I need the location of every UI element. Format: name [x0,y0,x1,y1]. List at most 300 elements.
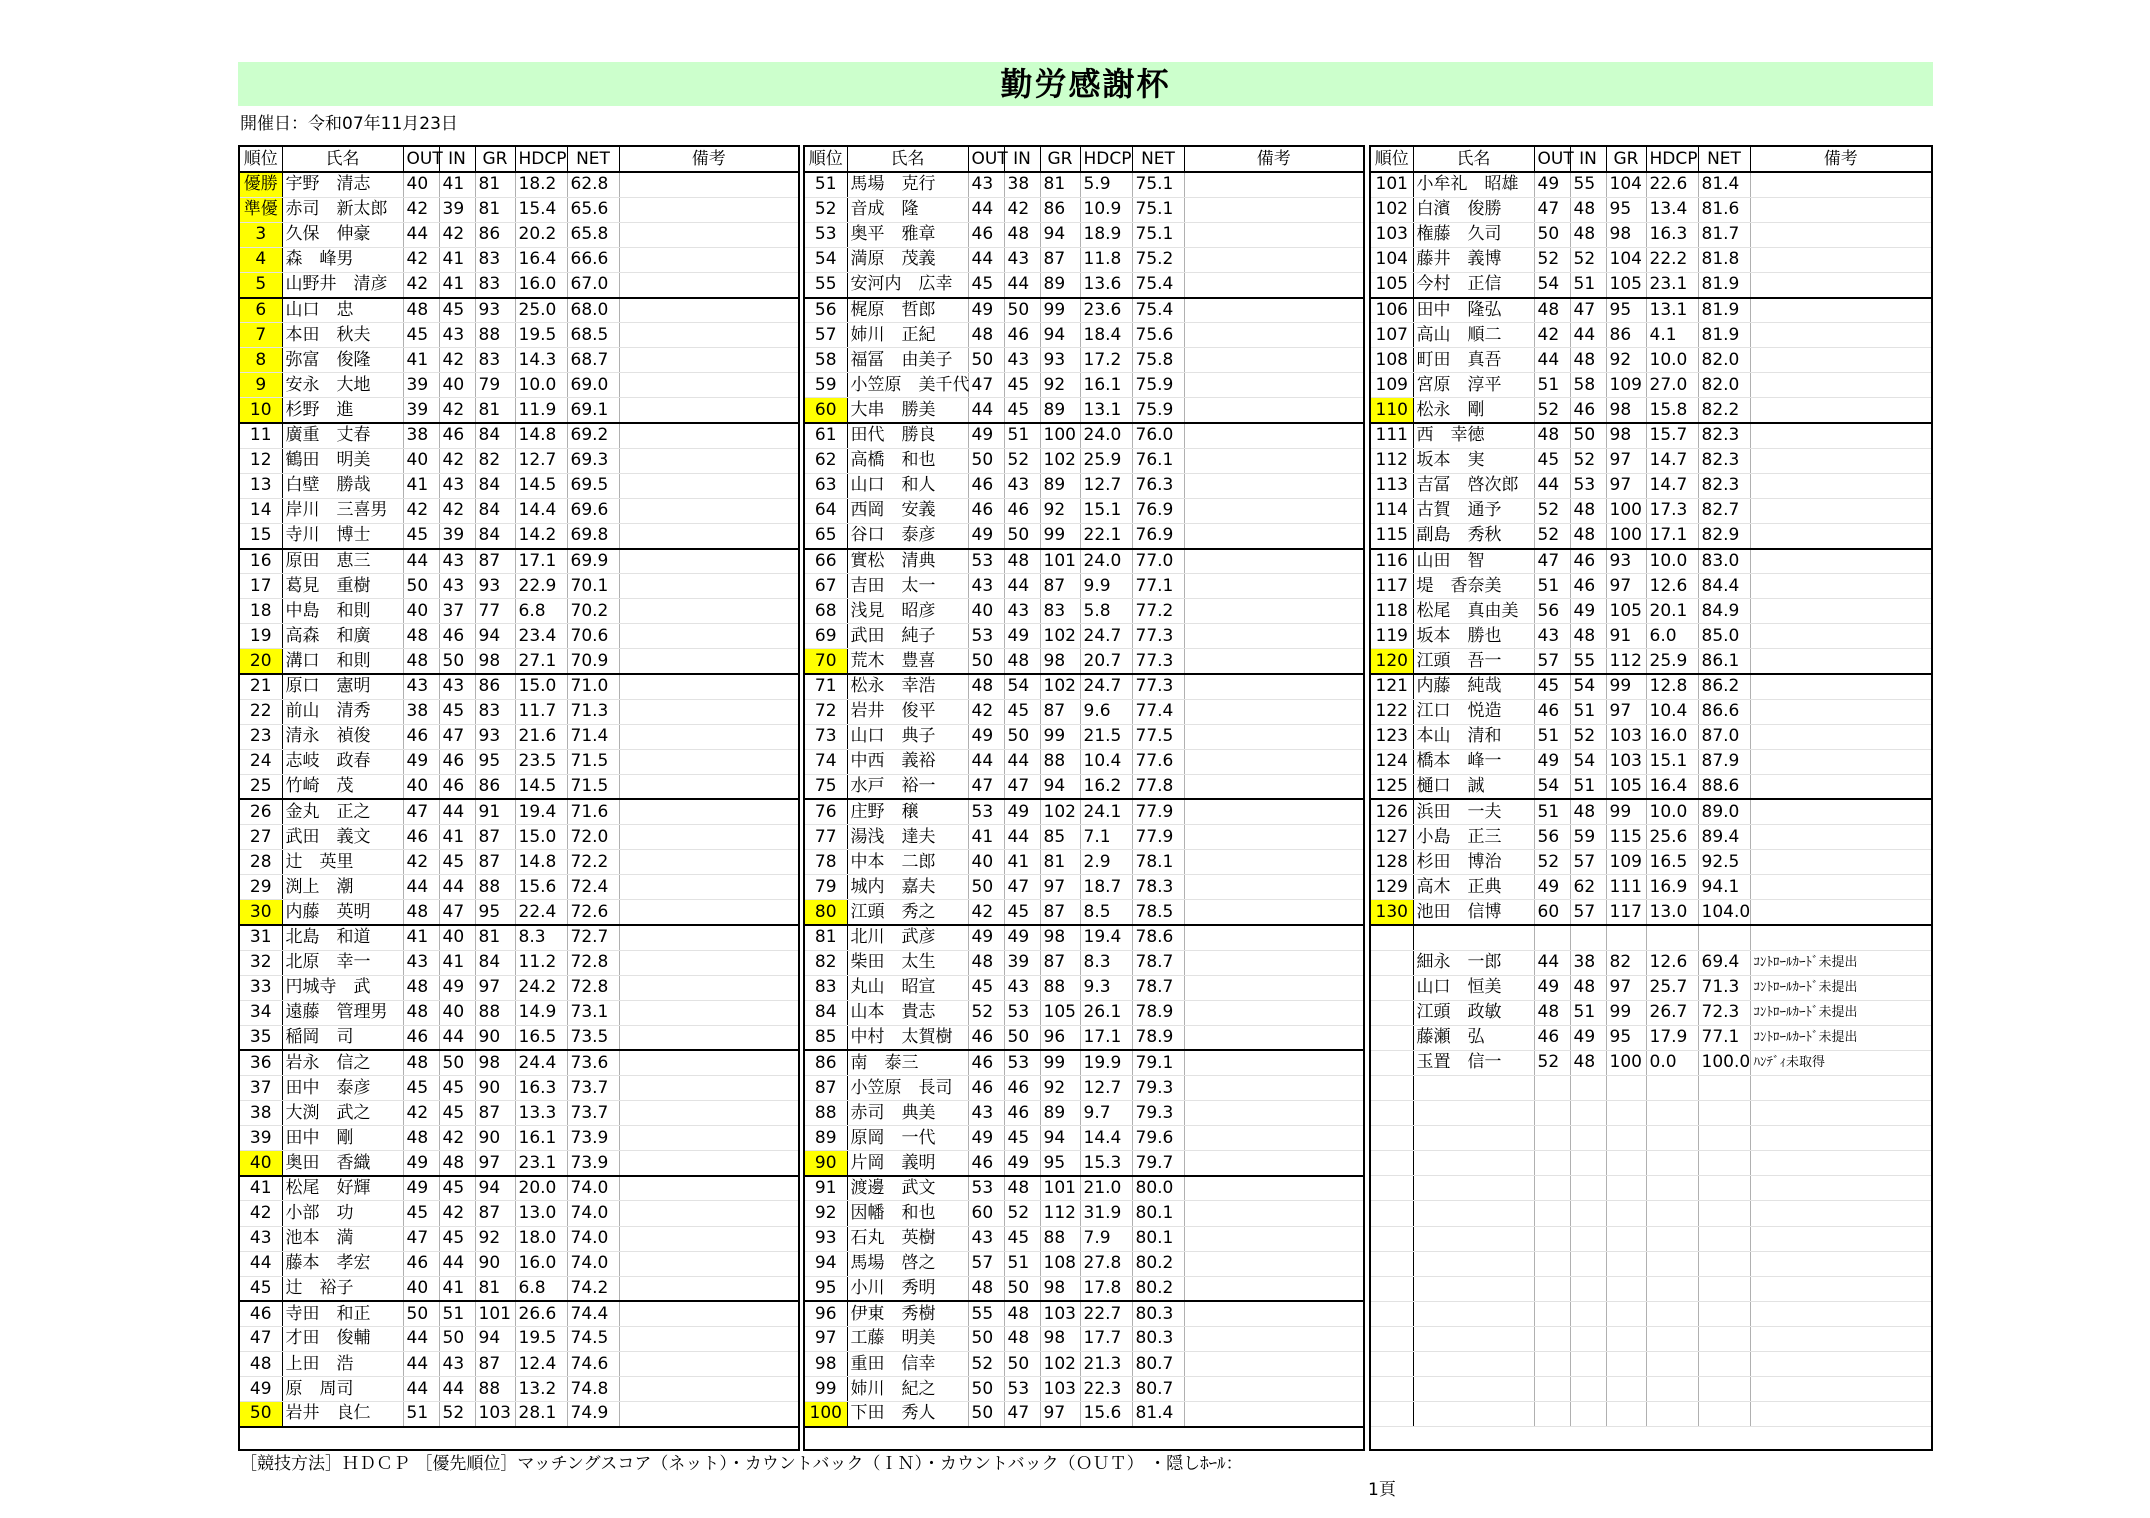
remarks-cell [1184,1075,1363,1100]
net-cell: 100.0 [1698,1050,1750,1075]
in-cell: 46 [1004,498,1040,523]
rank-cell [1371,1151,1413,1176]
gross-cell: 99 [1040,523,1080,548]
rank-cell: 準優 [240,197,282,222]
out-cell: 48 [403,1126,439,1151]
remarks-cell [1750,222,1931,247]
table-row [805,774,1363,799]
remarks-cell [1184,1226,1363,1251]
rank-cell: 60 [805,398,847,423]
rank-cell: 17 [240,574,282,599]
table-row [1371,624,1931,649]
table-row [240,1126,798,1151]
table-row [240,1326,798,1351]
hdcp-cell: 7.1 [1080,825,1132,850]
table-row [1371,975,1931,1000]
hdcp-cell: 15.1 [1646,749,1698,774]
net-cell: 77.1 [1698,1025,1750,1050]
hdcp-cell: 6.8 [515,599,567,624]
remarks-cell [619,799,798,824]
table-row [805,850,1363,875]
column-header: GR [475,147,515,172]
out-cell: 44 [968,247,1004,272]
name-cell [1413,1176,1534,1201]
name-cell: 松尾 好輝 [282,1176,403,1201]
remarks-cell [619,272,798,297]
hdcp-cell: 23.1 [1646,272,1698,297]
column-header: 備考 [1184,147,1363,172]
net-cell: 69.4 [1698,950,1750,975]
out-cell: 44 [403,1352,439,1377]
net-cell: 69.6 [567,498,619,523]
hdcp-cell: 24.0 [1080,423,1132,448]
out-cell: 47 [968,774,1004,799]
net-cell: 73.1 [567,1000,619,1025]
out-cell [1534,1301,1570,1326]
remarks-cell [1750,749,1931,774]
gross-cell: 103 [1040,1301,1080,1326]
name-cell: 杉野 進 [282,398,403,423]
name-cell: 辻 英里 [282,850,403,875]
table-row [1371,1000,1931,1025]
out-cell: 44 [968,749,1004,774]
name-cell: 馬場 啓之 [847,1251,968,1276]
remarks-cell [1184,825,1363,850]
hdcp-cell: 16.0 [1646,724,1698,749]
remarks-cell [1750,724,1931,749]
out-cell: 49 [1534,172,1570,197]
remarks-cell [1184,1352,1363,1377]
table-row [1371,1402,1931,1427]
out-cell: 52 [1534,398,1570,423]
net-cell: 74.2 [567,1276,619,1301]
remarks-cell [1750,448,1931,473]
rank-cell: 129 [1371,875,1413,900]
rank-cell: 119 [1371,624,1413,649]
gross-cell: 86 [475,222,515,247]
remarks-cell [1750,398,1931,423]
rank-cell: 61 [805,423,847,448]
remarks-cell: ｺﾝﾄﾛｰﾙｶｰﾄﾞ未提出 [1750,975,1931,1000]
net-cell: 75.9 [1132,373,1184,398]
table-row [805,1251,1363,1276]
net-cell: 74.5 [567,1326,619,1351]
net-cell: 82.0 [1698,348,1750,373]
in-cell: 42 [439,1126,475,1151]
rank-cell: 91 [805,1176,847,1201]
in-cell: 46 [439,624,475,649]
rank-cell: 46 [240,1301,282,1326]
net-cell: 71.4 [567,724,619,749]
table-row [1371,1101,1931,1126]
gross-cell: 100 [1606,523,1646,548]
hdcp-cell: 10.0 [1646,799,1698,824]
name-cell: 廣重 丈春 [282,423,403,448]
hdcp-cell: 28.1 [515,1402,567,1427]
gross-cell: 84 [475,423,515,448]
remarks-cell [619,1101,798,1126]
rank-cell: 71 [805,674,847,699]
gross-cell: 97 [475,975,515,1000]
name-cell: 藤本 孝宏 [282,1251,403,1276]
in-cell: 48 [1004,649,1040,674]
in-cell [1570,1075,1606,1100]
table-row [240,172,798,197]
in-cell: 39 [439,197,475,222]
name-cell: 山口 恒美 [1413,975,1534,1000]
in-cell [1570,1326,1606,1351]
net-cell: 69.9 [567,549,619,574]
table-row [1371,222,1931,247]
name-cell: 姉川 紀之 [847,1377,968,1402]
out-cell: 47 [1534,549,1570,574]
table-row [1371,599,1931,624]
out-cell: 50 [968,1326,1004,1351]
net-cell: 73.9 [567,1126,619,1151]
out-cell: 56 [1534,825,1570,850]
in-cell: 51 [439,1301,475,1326]
rank-cell: 4 [240,247,282,272]
out-cell: 48 [1534,423,1570,448]
hdcp-cell: 5.9 [1080,172,1132,197]
remarks-cell [1750,925,1931,950]
out-cell: 38 [403,423,439,448]
table-row [805,1101,1363,1126]
net-cell: 86.6 [1698,699,1750,724]
in-cell: 43 [439,574,475,599]
table-row [805,574,1363,599]
in-cell: 47 [1004,774,1040,799]
name-cell: 松永 幸浩 [847,674,968,699]
hdcp-cell: 23.6 [1080,298,1132,323]
gross-cell: 87 [1040,247,1080,272]
table-row [240,523,798,548]
in-cell: 48 [1570,523,1606,548]
hdcp-cell [1646,1377,1698,1402]
gross-cell: 93 [1040,348,1080,373]
net-cell [1698,1176,1750,1201]
gross-cell: 94 [1040,222,1080,247]
net-cell: 70.6 [567,624,619,649]
in-cell [1570,1402,1606,1427]
rank-cell: 33 [240,975,282,1000]
remarks-cell [619,323,798,348]
hdcp-cell: 12.8 [1646,674,1698,699]
rank-cell: 98 [805,1352,847,1377]
net-cell: 77.3 [1132,674,1184,699]
net-cell: 80.3 [1132,1326,1184,1351]
rank-cell: 127 [1371,825,1413,850]
gross-cell: 92 [1606,348,1646,373]
remarks-cell [1750,272,1931,297]
net-cell [1698,1352,1750,1377]
remarks-cell [1184,523,1363,548]
out-cell [1534,1276,1570,1301]
out-cell: 48 [403,624,439,649]
table-row [240,699,798,724]
gross-cell: 90 [475,1025,515,1050]
name-cell: 志岐 政春 [282,749,403,774]
hdcp-cell: 20.0 [515,1176,567,1201]
table-row [240,272,798,297]
rank-cell: 65 [805,523,847,548]
table-row [240,1000,798,1025]
remarks-cell [619,197,798,222]
table-row [240,900,798,925]
in-cell [1570,1176,1606,1201]
gross-cell [1606,1151,1646,1176]
gross-cell: 93 [475,574,515,599]
table-row [805,222,1363,247]
remarks-cell [1184,1251,1363,1276]
name-cell: 小島 正三 [1413,825,1534,850]
gross-cell: 104 [1606,172,1646,197]
gross-cell [1606,1075,1646,1100]
gross-cell: 111 [1606,875,1646,900]
gross-cell: 94 [475,1176,515,1201]
in-cell: 48 [1570,197,1606,222]
rank-cell: 93 [805,1226,847,1251]
table-row [805,599,1363,624]
table-row [240,348,798,373]
in-cell: 54 [1570,749,1606,774]
remarks-cell [1750,373,1931,398]
rank-cell [1371,925,1413,950]
out-cell: 43 [968,574,1004,599]
net-cell: 72.7 [567,925,619,950]
out-cell: 47 [968,373,1004,398]
out-cell: 52 [1534,523,1570,548]
hdcp-cell: 14.5 [515,774,567,799]
rank-cell: 27 [240,825,282,850]
remarks-cell [1750,875,1931,900]
name-cell: 山野井 清彦 [282,272,403,297]
out-cell: 53 [968,624,1004,649]
gross-cell: 83 [475,272,515,297]
name-cell: 遠藤 管理男 [282,1000,403,1025]
net-cell: 71.6 [567,799,619,824]
out-cell: 46 [968,1075,1004,1100]
net-cell: 84.9 [1698,599,1750,624]
in-cell: 44 [1004,749,1040,774]
in-cell [1570,1126,1606,1151]
rank-cell: 28 [240,850,282,875]
hdcp-cell: 14.7 [1646,448,1698,473]
rank-cell: 92 [805,1201,847,1226]
table-row [805,323,1363,348]
rank-cell [1371,1201,1413,1226]
net-cell: 78.9 [1132,1000,1184,1025]
name-cell: 久保 伸豪 [282,222,403,247]
rank-cell: 72 [805,699,847,724]
in-cell: 45 [1004,699,1040,724]
in-cell [1570,1101,1606,1126]
in-cell: 48 [1570,222,1606,247]
table-row [240,875,798,900]
table-row [805,1050,1363,1075]
hdcp-cell: 15.0 [515,825,567,850]
hdcp-cell: 17.1 [1646,523,1698,548]
name-cell: 内藤 純哉 [1413,674,1534,699]
remarks-cell [1750,1151,1931,1176]
in-cell: 52 [1570,247,1606,272]
rank-cell: 7 [240,323,282,348]
remarks-cell [1184,247,1363,272]
remarks-cell [1750,1176,1931,1201]
out-cell: 45 [1534,448,1570,473]
rank-cell: 39 [240,1126,282,1151]
name-cell: 小川 秀明 [847,1276,968,1301]
column-header: 氏名 [282,147,403,172]
page-title: 勤労感謝杯 [238,62,1933,106]
in-cell: 42 [439,348,475,373]
hdcp-cell: 22.2 [1646,247,1698,272]
rank-cell: 63 [805,473,847,498]
column-header: OUT [403,147,439,172]
out-cell: 52 [968,1000,1004,1025]
in-cell: 55 [1570,172,1606,197]
remarks-cell [619,1251,798,1276]
name-cell: 池本 満 [282,1226,403,1251]
net-cell: 66.6 [567,247,619,272]
name-cell: 田中 剛 [282,1126,403,1151]
remarks-cell [1750,247,1931,272]
in-cell: 51 [1570,699,1606,724]
rank-cell: 10 [240,398,282,423]
hdcp-cell: 13.3 [515,1101,567,1126]
gross-cell: 96 [1040,1025,1080,1050]
rank-cell: 42 [240,1201,282,1226]
gross-cell: 97 [1606,473,1646,498]
table-row [240,1176,798,1201]
out-cell: 46 [968,498,1004,523]
remarks-cell [619,549,798,574]
out-cell: 53 [968,1176,1004,1201]
table-row [805,549,1363,574]
net-cell: 78.9 [1132,1025,1184,1050]
remarks-cell [1184,172,1363,197]
hdcp-cell: 16.1 [1080,373,1132,398]
in-cell: 48 [1570,1050,1606,1075]
gross-cell: 97 [1606,975,1646,1000]
out-cell: 49 [1534,875,1570,900]
net-cell: 77.6 [1132,749,1184,774]
table-row [805,348,1363,373]
net-cell [1698,1301,1750,1326]
gross-cell: 103 [1606,749,1646,774]
rank-cell: 48 [240,1352,282,1377]
table-row [1371,247,1931,272]
name-cell: 中島 和則 [282,599,403,624]
in-cell: 48 [1004,222,1040,247]
remarks-cell [1750,498,1931,523]
name-cell: 北島 和道 [282,925,403,950]
net-cell: 81.7 [1698,222,1750,247]
name-cell: 宇野 清志 [282,172,403,197]
table-row [1371,950,1931,975]
name-cell: 小牟礼 昭雄 [1413,172,1534,197]
hdcp-cell: 25.9 [1080,448,1132,473]
gross-cell: 81 [475,398,515,423]
table-row [240,398,798,423]
name-cell: 中本 二郎 [847,850,968,875]
out-cell: 46 [403,1251,439,1276]
table-row [240,1251,798,1276]
net-cell: 75.1 [1132,222,1184,247]
table-row [1371,875,1931,900]
net-cell: 77.9 [1132,799,1184,824]
name-cell: 浜田 一夫 [1413,799,1534,824]
remarks-cell [1184,1201,1363,1226]
in-cell: 48 [439,1151,475,1176]
name-cell: 石丸 英樹 [847,1226,968,1251]
out-cell: 49 [968,724,1004,749]
hdcp-cell: 13.2 [515,1377,567,1402]
hdcp-cell: 24.1 [1080,799,1132,824]
remarks-cell [1184,900,1363,925]
hdcp-cell: 25.0 [515,298,567,323]
gross-cell: 94 [1040,774,1080,799]
out-cell [1534,1075,1570,1100]
remarks-cell [1184,674,1363,699]
in-cell: 49 [1004,925,1040,950]
net-cell: 75.4 [1132,298,1184,323]
remarks-cell [619,448,798,473]
name-cell: 庄野 穣 [847,799,968,824]
table-row [805,1276,1363,1301]
in-cell: 43 [1004,473,1040,498]
table-row [805,875,1363,900]
remarks-cell [1184,1151,1363,1176]
gross-cell: 83 [1040,599,1080,624]
table-row [1371,373,1931,398]
name-cell: 大串 勝美 [847,398,968,423]
remarks-cell [1184,799,1363,824]
net-cell: 85.0 [1698,624,1750,649]
hdcp-cell: 10.0 [515,373,567,398]
net-cell: 62.8 [567,172,619,197]
in-cell: 46 [1570,574,1606,599]
hdcp-cell: 21.3 [1080,1352,1132,1377]
table-row [1371,925,1931,950]
out-cell [1534,1352,1570,1377]
name-cell: 伊東 秀樹 [847,1301,968,1326]
remarks-cell [619,348,798,373]
column-header: 順位 [240,147,282,172]
remarks-cell [1750,197,1931,222]
net-cell: 74.4 [567,1301,619,1326]
table-row [805,1352,1363,1377]
name-cell: 原田 恵三 [282,549,403,574]
remarks-cell [619,900,798,925]
net-cell: 76.3 [1132,473,1184,498]
gross-cell: 104 [1606,247,1646,272]
out-cell: 51 [1534,724,1570,749]
gross-cell: 81 [475,1276,515,1301]
net-cell: 68.0 [567,298,619,323]
net-cell: 78.6 [1132,925,1184,950]
remarks-cell [619,1276,798,1301]
hdcp-cell: 19.9 [1080,1050,1132,1075]
table-row [805,649,1363,674]
out-cell: 39 [403,373,439,398]
net-cell: 82.3 [1698,448,1750,473]
in-cell: 52 [1004,448,1040,473]
net-cell: 69.1 [567,398,619,423]
remarks-cell [619,825,798,850]
rank-cell: 57 [805,323,847,348]
net-cell: 77.5 [1132,724,1184,749]
